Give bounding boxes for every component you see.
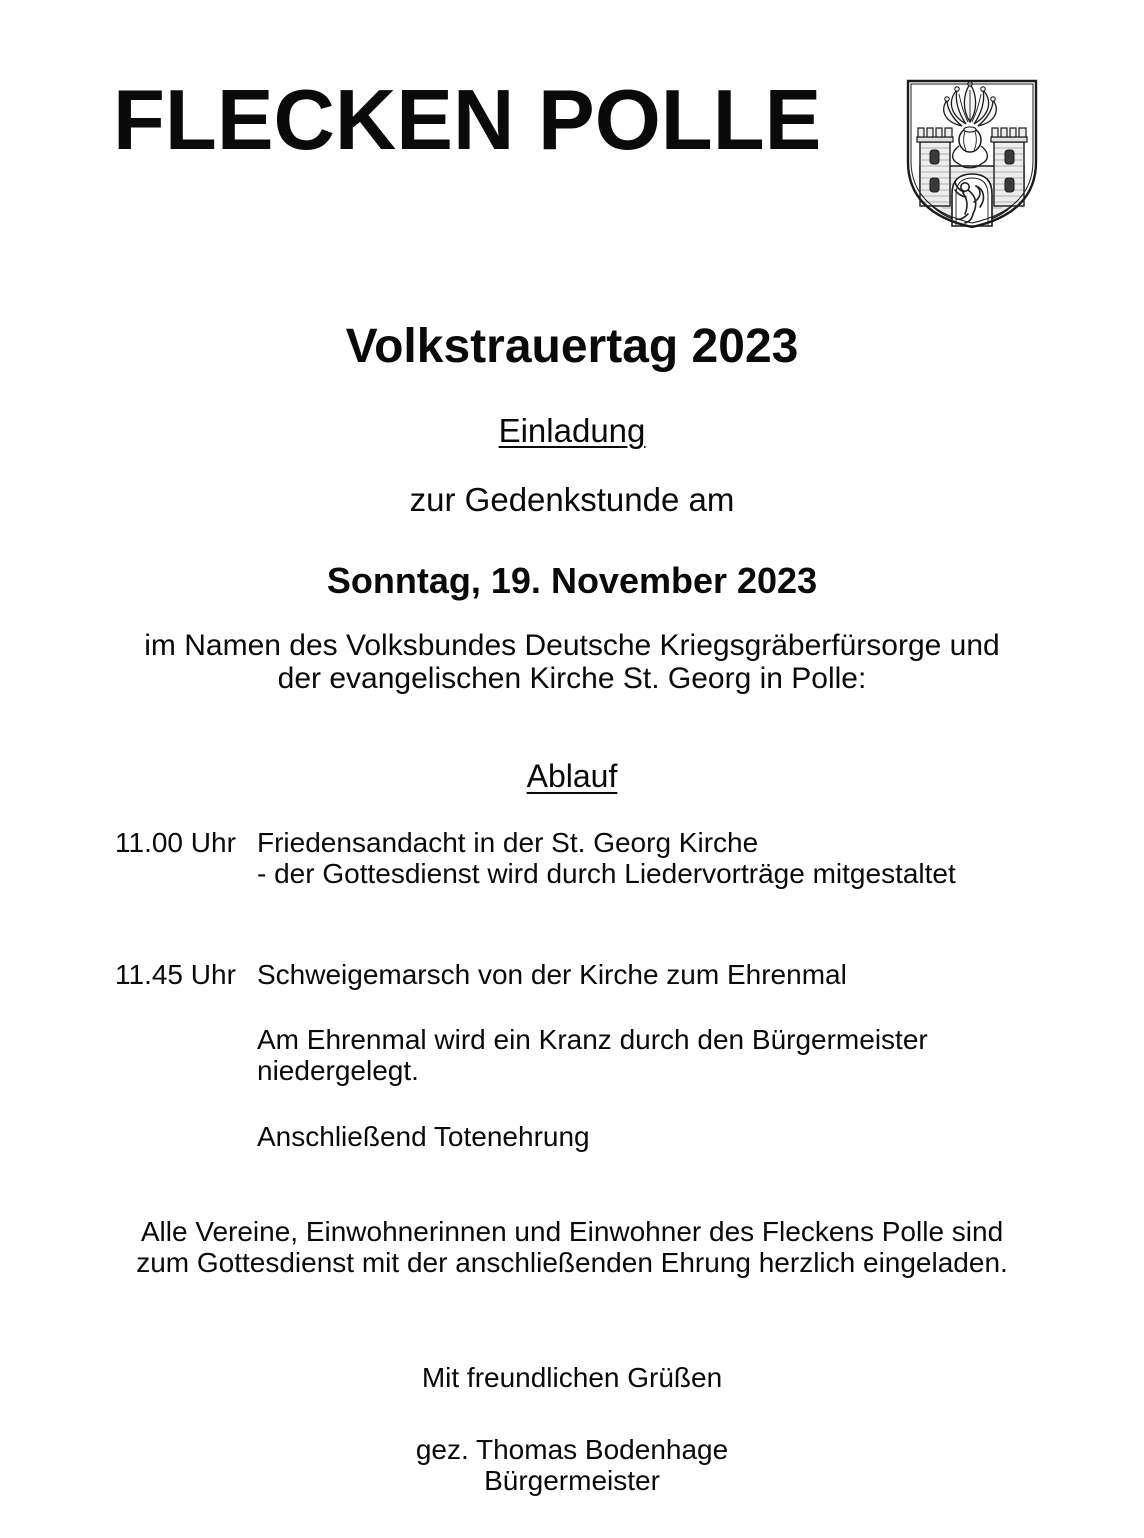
schedule-note-wreath [257, 1024, 928, 1086]
occasion-line: zur Gedenkstunde am [409, 481, 735, 518]
municipality-title: FLECKEN POLLE [113, 73, 822, 168]
organizer-paragraph [0, 629, 1144, 695]
schedule-description [257, 827, 956, 889]
signature-name: gez. Thomas Bodenhage [415, 1434, 729, 1465]
event-date: Sonntag, 19. November 2023 [326, 560, 818, 601]
schedule-description: Schweigemarsch von der Kirche zum Ehrenmal [257, 959, 847, 990]
signature-block [0, 1434, 1144, 1496]
note-line-1: Am Ehrenmal wird ein Kranz durch den Bürgermeister [257, 1024, 928, 1055]
schedule-description-line-2: - der Gottesdienst wird durch Liedervorträge mitgestaltet [257, 858, 956, 889]
greeting-line: Mit freundlichen Grüßen [421, 1362, 723, 1393]
schedule-description-line-1: Friedensandacht in der St. Georg Kirche [257, 827, 759, 858]
organizer-line-1: im Namen des Volksbundes Deutsche Kriegsgräberfürsorge und [144, 629, 1000, 662]
signature-role: Bürgermeister [484, 1465, 660, 1496]
schedule-time: 11.00 Uhr [115, 827, 236, 858]
invitation-heading: Einladung [498, 412, 646, 449]
coat-of-arms-icon [902, 76, 1042, 234]
organizer-line-2: der evangelischen Kirche St. Georg in Polle: [277, 662, 867, 695]
event-title: Volkstrauertag 2023 [345, 320, 799, 373]
note-line-2: niedergelegt. [257, 1055, 419, 1086]
closing-line-1: Alle Vereine, Einwohnerinnen und Einwohner des Fleckens Polle sind [140, 1216, 1004, 1247]
schedule-note-remembrance: Anschließend Totenehrung [257, 1121, 590, 1152]
closing-invitation-paragraph [0, 1216, 1144, 1278]
schedule-heading: Ablauf [526, 758, 618, 794]
closing-line-2: zum Gottesdienst mit der anschließenden Ehrung herzlich eingeladen. [136, 1247, 1008, 1278]
schedule-time: 11.45 Uhr [115, 959, 236, 990]
